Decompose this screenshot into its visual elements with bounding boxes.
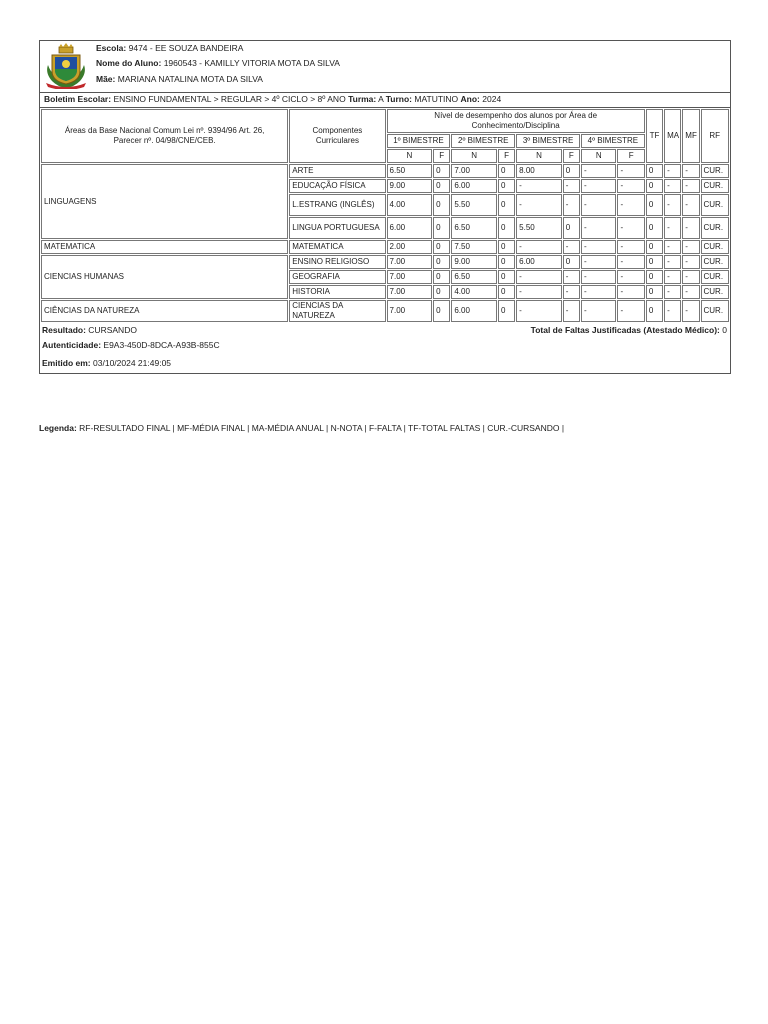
final-result: CUR. — [701, 179, 730, 193]
final-average: - — [682, 179, 699, 193]
turno-label: Turno: — [385, 94, 413, 104]
absence-b1: 0 — [433, 164, 450, 178]
absence-b1: 0 — [433, 179, 450, 193]
annual-average: - — [664, 194, 681, 216]
annual-average: - — [664, 270, 681, 284]
absence-b2: 0 — [498, 270, 515, 284]
final-average: - — [682, 164, 699, 178]
absence-b1: 0 — [433, 300, 450, 322]
table-row — [41, 255, 729, 269]
total-absences: 0 — [646, 179, 663, 193]
absence-col-header: F — [617, 149, 644, 163]
grade-b4: - — [581, 164, 616, 178]
ma-header: MA — [664, 109, 681, 163]
annual-average: - — [664, 217, 681, 239]
grade-b1: 9.00 — [387, 179, 433, 193]
grade-b3: - — [516, 194, 562, 216]
grade-col-header: N — [387, 149, 433, 163]
justified-absences-label: Total de Faltas Justificadas (Atestado Médico): — [530, 325, 720, 335]
absence-b4: - — [617, 164, 644, 178]
absence-b4: - — [617, 285, 644, 299]
result-line — [40, 323, 730, 337]
rf-header: RF — [701, 109, 730, 163]
authenticity-label: Autenticidade: — [42, 340, 102, 350]
grade-b4: - — [581, 270, 616, 284]
grade-b2: 6.50 — [451, 217, 497, 239]
legend-text: RF-RESULTADO FINAL | MF-MÉDIA FINAL | MA-MÉDIA ANUAL | N-NOTA | F-FALTA | TF-TOTAL FALTAS | CUR.-CURSANDO | — [79, 423, 565, 433]
mother-line — [96, 74, 263, 84]
grade-b3: - — [516, 270, 562, 284]
grade-b3: - — [516, 240, 562, 254]
grade-b2: 6.50 — [451, 270, 497, 284]
grade-b2: 7.50 — [451, 240, 497, 254]
state-coat-of-arms-icon — [44, 43, 88, 89]
grade-b4: - — [581, 179, 616, 193]
grade-b2: 5.50 — [451, 194, 497, 216]
performance-header: Nível de desempenho dos alunos por Área de Conhecimento/Disciplina — [387, 109, 645, 133]
absence-b2: 0 — [498, 300, 515, 322]
grade-b3: - — [516, 285, 562, 299]
grade-col-header: N — [516, 149, 562, 163]
table-row — [41, 300, 729, 322]
bimester-header: 2º BIMESTRE — [451, 134, 515, 148]
grade-b3: 8.00 — [516, 164, 562, 178]
final-average: - — [682, 270, 699, 284]
final-result: CUR. — [701, 255, 730, 269]
grade-b2: 7.00 — [451, 164, 497, 178]
total-absences: 0 — [646, 164, 663, 178]
absence-b1: 0 — [433, 285, 450, 299]
grade-b3: - — [516, 300, 562, 322]
grade-b2: 6.00 — [451, 300, 497, 322]
absence-b3: - — [563, 240, 580, 254]
final-average: - — [682, 240, 699, 254]
final-result: CUR. — [701, 240, 730, 254]
boletim-value: ENSINO FUNDAMENTAL > REGULAR > 4º CICLO > 8º ANO — [113, 94, 346, 104]
final-result: CUR. — [701, 217, 730, 239]
grade-b4: - — [581, 217, 616, 239]
absence-b2: 0 — [498, 164, 515, 178]
grade-b2: 6.00 — [451, 179, 497, 193]
report-header — [40, 41, 730, 93]
absence-b3: - — [563, 194, 580, 216]
absence-b4: - — [617, 179, 644, 193]
absence-b1: 0 — [433, 194, 450, 216]
annual-average: - — [664, 240, 681, 254]
issued-label: Emitido em: — [42, 358, 91, 368]
school-line — [96, 43, 243, 53]
annual-average: - — [664, 285, 681, 299]
boletim-line — [40, 93, 730, 108]
boletim-label: Boletim Escolar: — [44, 94, 112, 104]
grade-col-header: N — [581, 149, 616, 163]
final-result: CUR. — [701, 164, 730, 178]
mother-label: Mãe: — [96, 74, 116, 84]
final-result: CUR. — [701, 285, 730, 299]
total-absences: 0 — [646, 255, 663, 269]
report-card — [39, 40, 731, 374]
absence-col-header: F — [498, 149, 515, 163]
legend-label: Legenda: — [39, 423, 77, 433]
grade-b4: - — [581, 255, 616, 269]
component-name: L.ESTRANG (INGLÊS) — [289, 194, 385, 216]
annual-average: - — [664, 255, 681, 269]
absence-b1: 0 — [433, 270, 450, 284]
legend — [39, 423, 564, 433]
justified-absences-value: 0 — [722, 325, 727, 335]
components-header: Componentes Curriculares — [289, 109, 385, 163]
total-absences: 0 — [646, 285, 663, 299]
absence-b2: 0 — [498, 285, 515, 299]
table-row — [41, 240, 729, 254]
absence-col-header: F — [563, 149, 580, 163]
absence-b3: 0 — [563, 164, 580, 178]
grade-b3: 5.50 — [516, 217, 562, 239]
annual-average: - — [664, 300, 681, 322]
total-absences: 0 — [646, 240, 663, 254]
area-name: LINGUAGENS — [41, 164, 288, 239]
ano-value: 2024 — [482, 94, 502, 104]
absence-b4: - — [617, 270, 644, 284]
grade-b3: 6.00 — [516, 255, 562, 269]
bimester-header: 3º BIMESTRE — [516, 134, 580, 148]
area-name: CIENCIAS HUMANAS — [41, 255, 288, 299]
turno-value: MATUTINO — [414, 94, 459, 104]
bimester-header: 1º BIMESTRE — [387, 134, 451, 148]
grade-b2: 4.00 — [451, 285, 497, 299]
absence-b2: 0 — [498, 240, 515, 254]
grade-b1: 7.00 — [387, 300, 433, 322]
annual-average: - — [664, 179, 681, 193]
grade-b1: 6.00 — [387, 217, 433, 239]
absence-b4: - — [617, 300, 644, 322]
grade-b1: 7.00 — [387, 255, 433, 269]
turma-label: Turma: — [348, 94, 377, 104]
absence-b3: - — [563, 270, 580, 284]
area-name: CIÊNCIAS DA NATUREZA — [41, 300, 288, 322]
issued-value: 03/10/2024 21:49:05 — [93, 358, 172, 368]
final-average: - — [682, 300, 699, 322]
student-line — [96, 58, 340, 68]
area-name: MATEMATICA — [41, 240, 288, 254]
absence-b4: - — [617, 255, 644, 269]
student-name: 1960543 - KAMILLY VITORIA MOTA DA SILVA — [163, 58, 340, 68]
authenticity-line — [40, 337, 730, 353]
total-absences: 0 — [646, 300, 663, 322]
component-name: GEOGRAFIA — [289, 270, 385, 284]
grade-b4: - — [581, 285, 616, 299]
grade-b3: - — [516, 179, 562, 193]
component-name: ARTE — [289, 164, 385, 178]
absence-b3: - — [563, 300, 580, 322]
absence-b1: 0 — [433, 217, 450, 239]
grade-b1: 6.50 — [387, 164, 433, 178]
school-name: 9474 - EE SOUZA BANDEIRA — [128, 43, 244, 53]
ano-label: Ano: — [460, 94, 480, 104]
total-absences: 0 — [646, 270, 663, 284]
absence-b3: 0 — [563, 255, 580, 269]
result-value: CURSANDO — [88, 325, 137, 335]
grades-table — [40, 108, 730, 323]
grade-b1: 4.00 — [387, 194, 433, 216]
component-name: HISTORIA — [289, 285, 385, 299]
absence-b2: 0 — [498, 255, 515, 269]
absence-b3: 0 — [563, 217, 580, 239]
absence-b3: - — [563, 285, 580, 299]
absence-b1: 0 — [433, 240, 450, 254]
mother-name: MARIANA NATALINA MOTA DA SILVA — [117, 74, 263, 84]
absence-b1: 0 — [433, 255, 450, 269]
absence-b4: - — [617, 217, 644, 239]
final-result: CUR. — [701, 270, 730, 284]
final-average: - — [682, 217, 699, 239]
absence-b4: - — [617, 194, 644, 216]
header-row — [41, 109, 729, 133]
grade-b1: 2.00 — [387, 240, 433, 254]
grade-b2: 9.00 — [451, 255, 497, 269]
grade-b4: - — [581, 300, 616, 322]
bimester-header: 4º BIMESTRE — [581, 134, 645, 148]
absence-b2: 0 — [498, 194, 515, 216]
absence-col-header: F — [433, 149, 450, 163]
absence-b2: 0 — [498, 217, 515, 239]
absence-b2: 0 — [498, 179, 515, 193]
final-average: - — [682, 255, 699, 269]
component-name: EDUCAÇÃO FÍSICA — [289, 179, 385, 193]
grade-col-header: N — [451, 149, 497, 163]
absence-b4: - — [617, 240, 644, 254]
areas-header: Áreas da Base Nacional Comum Lei nº. 9394/96 Art. 26, Parecer nº. 04/98/CNE/CEB. — [41, 109, 288, 163]
annual-average: - — [664, 164, 681, 178]
grade-b4: - — [581, 194, 616, 216]
tf-header: TF — [646, 109, 663, 163]
student-label: Nome do Aluno: — [96, 58, 162, 68]
school-label: Escola: — [96, 43, 127, 53]
total-absences: 0 — [646, 217, 663, 239]
total-absences: 0 — [646, 194, 663, 216]
final-result: CUR. — [701, 194, 730, 216]
result-label: Resultado: — [42, 325, 86, 335]
component-name: ENSINO RELIGIOSO — [289, 255, 385, 269]
component-name: CIENCIAS DA NATUREZA — [289, 300, 385, 322]
component-name: LINGUA PORTUGUESA — [289, 217, 385, 239]
justified-absences — [531, 323, 727, 337]
grade-b1: 7.00 — [387, 285, 433, 299]
turma-value: A — [378, 94, 384, 104]
table-row — [41, 164, 729, 178]
final-average: - — [682, 285, 699, 299]
issued-line — [40, 353, 730, 373]
grade-b1: 7.00 — [387, 270, 433, 284]
authenticity-code: E9A3-450D-8DCA-A93B-855C — [103, 340, 220, 350]
absence-b3: - — [563, 179, 580, 193]
final-result: CUR. — [701, 300, 730, 322]
final-average: - — [682, 194, 699, 216]
grade-b4: - — [581, 240, 616, 254]
mf-header: MF — [682, 109, 699, 163]
component-name: MATEMATICA — [289, 240, 385, 254]
